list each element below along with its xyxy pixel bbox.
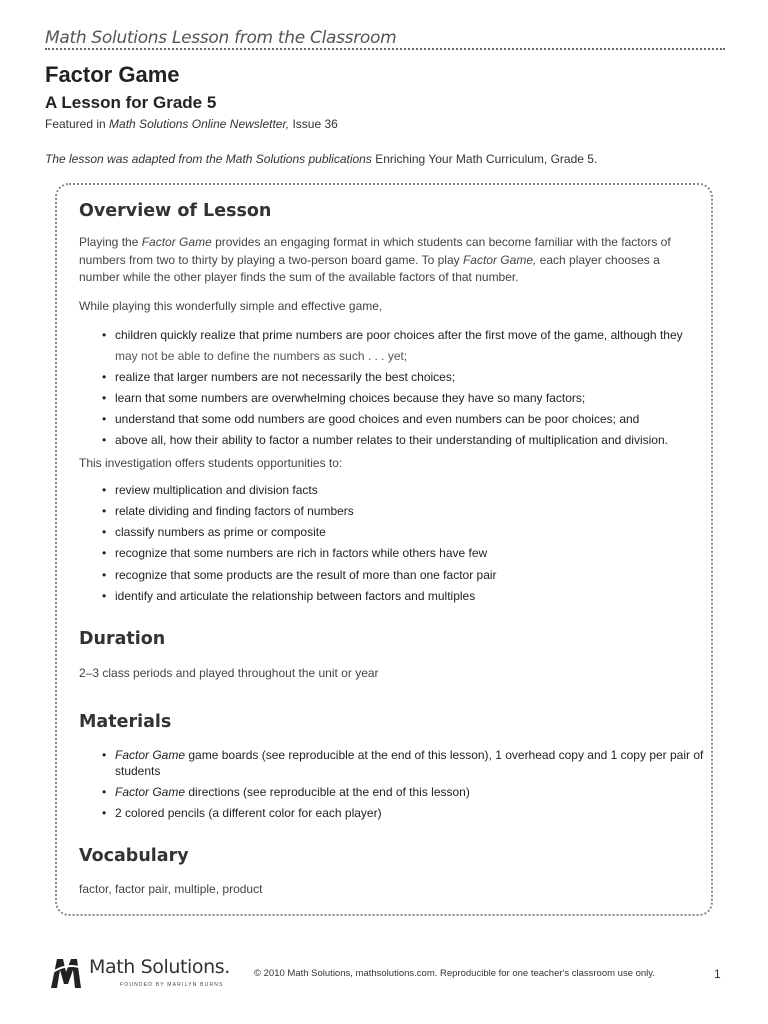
list-item: [100, 327, 695, 364]
featured-prefix: Featured in: [45, 117, 110, 131]
intro-text-1: Playing the: [79, 235, 142, 249]
vocabulary-heading: Vocabulary: [79, 846, 189, 866]
intro-em-2: Factor Game,: [462, 252, 537, 267]
investigation-text: This investigation offers students opportunities to:: [79, 456, 343, 470]
featured-line: [45, 117, 338, 131]
list-item-line: children quickly realize that prime numbers are poor choices after the first move of the game, although they: [115, 328, 683, 342]
list-item: [100, 805, 715, 821]
materials-heading: Materials: [79, 712, 172, 732]
header-dotted-rule: [45, 48, 725, 50]
material-em: Factor Game: [115, 785, 186, 799]
list-item: • recognize that some numbers are rich in factors while others have few: [100, 545, 695, 561]
material-text: 2 colored pencils (a different color for each player): [115, 806, 382, 820]
series-header: Math Solutions Lesson from the Classroom: [45, 28, 397, 48]
list-item: [100, 747, 715, 779]
list-item-line: may not be able to define the numbers as such . . . yet;: [115, 349, 408, 363]
page-number: 1: [714, 967, 721, 981]
list-item: • recognize that some products are the result of more than one factor pair: [100, 567, 695, 583]
list-item: • above all, how their ability to factor a number relates to their understanding of multiplication and division.: [100, 432, 715, 448]
list-item: [100, 784, 715, 800]
list-item: • classify numbers as prime or composite: [100, 524, 695, 540]
overview-heading: Overview of Lesson: [79, 201, 272, 221]
adapted-prefix: The lesson was adapted from the Math Solutions publications: [45, 152, 376, 166]
featured-publication: Math Solutions Online Newsletter,: [109, 117, 290, 131]
while-playing-text: While playing this wonderfully simple and effective game,: [79, 299, 383, 313]
page-subtitle: A Lesson for Grade 5: [45, 93, 217, 112]
adapted-note: [45, 152, 597, 166]
intro-text-3: each player chooses a number while the other player finds the sum of the available factors of that number.: [79, 252, 660, 284]
material-text: directions (see reproducible at the end of this lesson): [185, 785, 470, 799]
copyright-text: © 2010 Math Solutions, mathsolutions.com. Reproducible for one teacher's classroom use only.: [254, 968, 655, 979]
list-item: • learn that some numbers are overwhelming choices because they have so many factors;: [100, 390, 695, 406]
vocabulary-text: factor, factor pair, multiple, product: [79, 882, 263, 896]
list-item: • realize that larger numbers are not necessarily the best choices;: [100, 369, 695, 385]
overview-intro: [79, 234, 691, 287]
duration-heading: Duration: [79, 629, 166, 649]
intro-em-1: Factor Game: [141, 235, 212, 249]
material-text: game boards (see reproducible at the end of this lesson), 1 overhead copy and 1 copy per pair of students: [115, 748, 704, 778]
featured-issue: Issue 36: [289, 117, 338, 131]
list-item: • identify and articulate the relationship between factors and multiples: [100, 588, 695, 604]
page-title: Factor Game: [45, 62, 180, 87]
adapted-book: Enriching Your Math Curriculum, Grade 5.: [375, 152, 598, 166]
list-item: • understand that some odd numbers are good choices and even numbers can be poor choices; and: [100, 411, 695, 427]
math-solutions-m-logo-icon: [48, 954, 84, 992]
material-em: Factor Game: [115, 748, 186, 762]
duration-text: 2–3 class periods and played throughout the unit or year: [79, 666, 379, 680]
brand-tagline: FOUNDED BY MARILYN BURNS: [120, 982, 224, 988]
brand-name: Math Solutions.: [89, 956, 230, 978]
list-item: • review multiplication and division facts: [100, 482, 695, 498]
intro-text-2: provides an engaging format in which students can become familiar with the factors of numbers from two to thirty by playing a two-person board game. To play: [79, 235, 671, 267]
list-item: • relate dividing and finding factors of numbers: [100, 503, 695, 519]
